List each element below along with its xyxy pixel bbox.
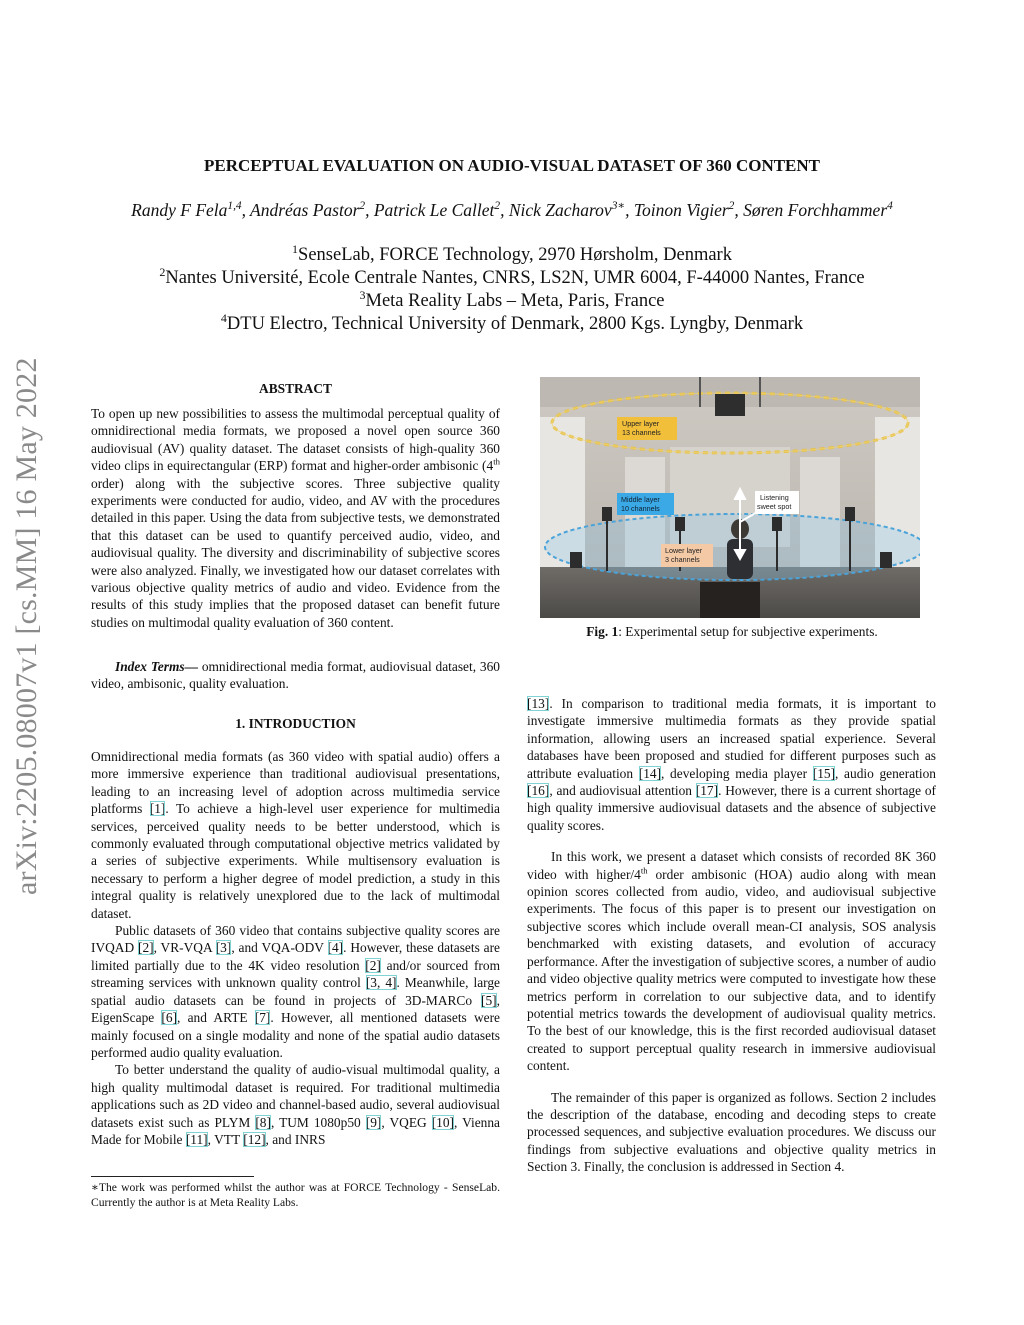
sweet-spot-label: Listening sweet spot — [757, 493, 792, 511]
paragraph: In this work, we present a dataset which consists of recorded 8K 360 video with higher/4th order ambisonic (HOA) audio along with mean opinion scores collected from audio, video, and audiovisual subjective experiments. The focus of this paper is to present our investigation on subjective scores which include overall mean-CI analysis, SOS analysis benchmarked with existing datasets, and evolution of accuracy performance. After the investigation of subjective scores, a number of audio and video objective quality metrics were computed to investigate how these metrics perform in correlation to our subjective data, and to identify potential metrics towards the development of audiovisual quality metrics. To the best of our knowledge, this is the first recorded audiovisual dataset created to support perceptual quality research in immersive audiovisual content. — [527, 849, 936, 1074]
citation-link[interactable]: [15] — [812, 765, 836, 781]
author: Nick Zacharov$^{3∗}$, — [508, 200, 634, 220]
affiliation: $^2$Nantes Université, Ecole Centrale Nantes, CNRS, LS2N, UMR 6004, F-44000 Nantes, France — [159, 264, 865, 288]
citation-link[interactable]: [9] — [365, 1114, 382, 1130]
author: Randy F Fela$^{1,4}$, — [131, 200, 251, 220]
upper-layer-label: Upper layer 13 channels — [622, 419, 661, 437]
citation-link[interactable]: [2] — [137, 940, 154, 956]
paragraph: [13]. In comparison to traditional media formats, it is important to investigate immersive multimedia formats as they provide spatial information, allowing users an increased spatial experience. Several databases have been proposed and studied for different purposes such as attribute evaluation [14], developing media player [15], audio generation [16], and audiovisual attention [17]. However, there is a current shortage of high quality immersive audiovisual datasets and the absence of subjective quality scores. — [527, 696, 936, 833]
citation-link[interactable]: [1] — [149, 801, 166, 817]
experimental-setup-figure — [540, 377, 920, 618]
affiliation: $^3$Meta Reality Labs – Meta, Paris, France — [359, 287, 665, 311]
author-list — [0, 200, 1024, 221]
paragraph: Public datasets of 360 video that contains subjective quality scores are IVQAD [2], VR-VQA [3], and VQA-ODV [4]. However, these datasets are limited partially due to the 4K video resolution [2] and/or sourced from streaming services with unknown quality control [3, 4]. Meanwhile, large spatial audio datasets can be found in projects of 3D-MARCo [5], EigenScape [6], and ARTE [7]. However, all mentioned datasets were mainly focused on a single modality and none of the spatial audio datasets performed audio quality evaluation. — [91, 923, 500, 1060]
citation-link[interactable]: [5] — [481, 992, 497, 1008]
index-terms: Index Terms— omnidirectional media format, audiovisual dataset, 360 video, ambisonic, quality evaluation. — [91, 659, 500, 692]
affiliation: $^1$SenseLab, FORCE Technology, 2970 Hørsholm, Denmark — [292, 241, 732, 265]
citation-link[interactable]: [10] — [431, 1114, 454, 1130]
abstract-heading: ABSTRACT — [259, 381, 332, 396]
citation-link[interactable]: [8] — [255, 1114, 271, 1130]
affiliation-list — [0, 241, 1024, 336]
citation-link[interactable]: [17] — [695, 783, 719, 799]
citation-link[interactable]: [14] — [638, 765, 662, 781]
author: Søren Forchhammer$^4$ — [743, 200, 893, 220]
citation-link[interactable]: [7] — [254, 1010, 271, 1026]
citation-link[interactable]: [16] — [527, 783, 550, 799]
citation-link[interactable]: [11] — [185, 1131, 208, 1147]
paragraph: The remainder of this paper is organized as follows. Section 2 includes the description of the database, encoding and decoding steps to create processed sequences, and subjective evaluation procedures. We discuss our findings from subjective evaluations and objective quality metrics in Section 3. Finally, the conclusion is addressed in Section 4. — [527, 1089, 936, 1175]
author: Toinon Vigier$^2$, — [633, 200, 744, 220]
author: Andréas Pastor$^2$, — [250, 200, 374, 220]
right-column-body — [527, 695, 936, 1176]
intro-heading: 1. INTRODUCTION — [235, 716, 356, 731]
citation-link[interactable]: [3] — [215, 940, 232, 956]
paragraph: Omnidirectional media formats (as 360 video with spatial audio) offers a more immersive experience than traditional audiovisual presentations, leading to an increasing level of adoption across multimedia service platforms [1]. To achieve a high-level user experience for multimedia services, perceived quality needs to be better understood, which is commonly evaluated through computational objective metrics validated by a series of subjective experiments. While multisensory evaluation is necessary to perform a higher degree of model prediction, a study in this integral quality is relatively unexplored due to the lack of multimodal dataset. — [91, 749, 500, 921]
arxiv-sidebar-stamp: arXiv:2205.08007v1 [cs.MM] 16 May 2022 — [10, 357, 43, 895]
citation-link[interactable]: [4] — [327, 940, 344, 956]
footnote: ∗The work was performed whilst the author was at FORCE Technology - SenseLab. Currently the author is at Meta Reality Labs. — [91, 1181, 500, 1209]
footnote-divider — [91, 1176, 254, 1177]
abstract-body: To open up new possibilities to assess the multimodal perceptual quality of omnidirectional media formats, we proposed a novel open source 360 audiovisual (AV) quality dataset. The dataset consists of high-quality 360 video clips in equirectangular (ERP) format and higher-order ambisonic (4th order) along with the subjective scores. Three subjective quality experiments were conducted for audio, video, and AV with the procedures detailed in this paper. Using the data from subjective tests, we demonstrated that this dataset can be used to quantify perceived audio, video, and audiovisual quality. The diversity and discriminability of subjective scores were also analyzed. Finally, we investigated how our dataset correlates with various objective quality metrics of audio and video. Evidence from the results of this study implies that the proposed dataset can benefit future studies on multimodal quality evaluation of 360 content. — [91, 406, 500, 630]
paragraph: To better understand the quality of audio-visual multimodal quality, a high quality multimodal dataset is required. For traditional multimedia applications such as 2D video and channel-based audio, several audiovisual datasets exist such as PLYM [8], TUM 1080p50 [9], VQEG [10], Vienna Made for Mobile [11], VTT [12], and INRS — [91, 1062, 500, 1147]
intro-body — [91, 748, 500, 1148]
citation-link[interactable]: [2] — [365, 957, 381, 973]
middle-layer-label: Middle layer 10 channels — [621, 495, 660, 513]
lower-layer-label: Lower layer 3 channels — [665, 546, 703, 564]
figure-caption: Fig. 1: Experimental setup for subjective experiments. — [586, 624, 878, 639]
paper-title: PERCEPTUAL EVALUATION ON AUDIO-VISUAL DATASET OF 360 CONTENT — [203, 156, 821, 175]
affiliation: $^4$DTU Electro, Technical University of Denmark, 2800 Kgs. Lyngby, Denmark — [220, 310, 804, 334]
author: Patrick Le Callet$^2$, — [373, 200, 509, 220]
citation-link[interactable]: [6] — [161, 1010, 178, 1026]
citation-link[interactable]: [12] — [243, 1131, 266, 1147]
citation-link[interactable]: [13] — [527, 696, 550, 711]
citation-link[interactable]: [3, 4] — [365, 975, 397, 991]
